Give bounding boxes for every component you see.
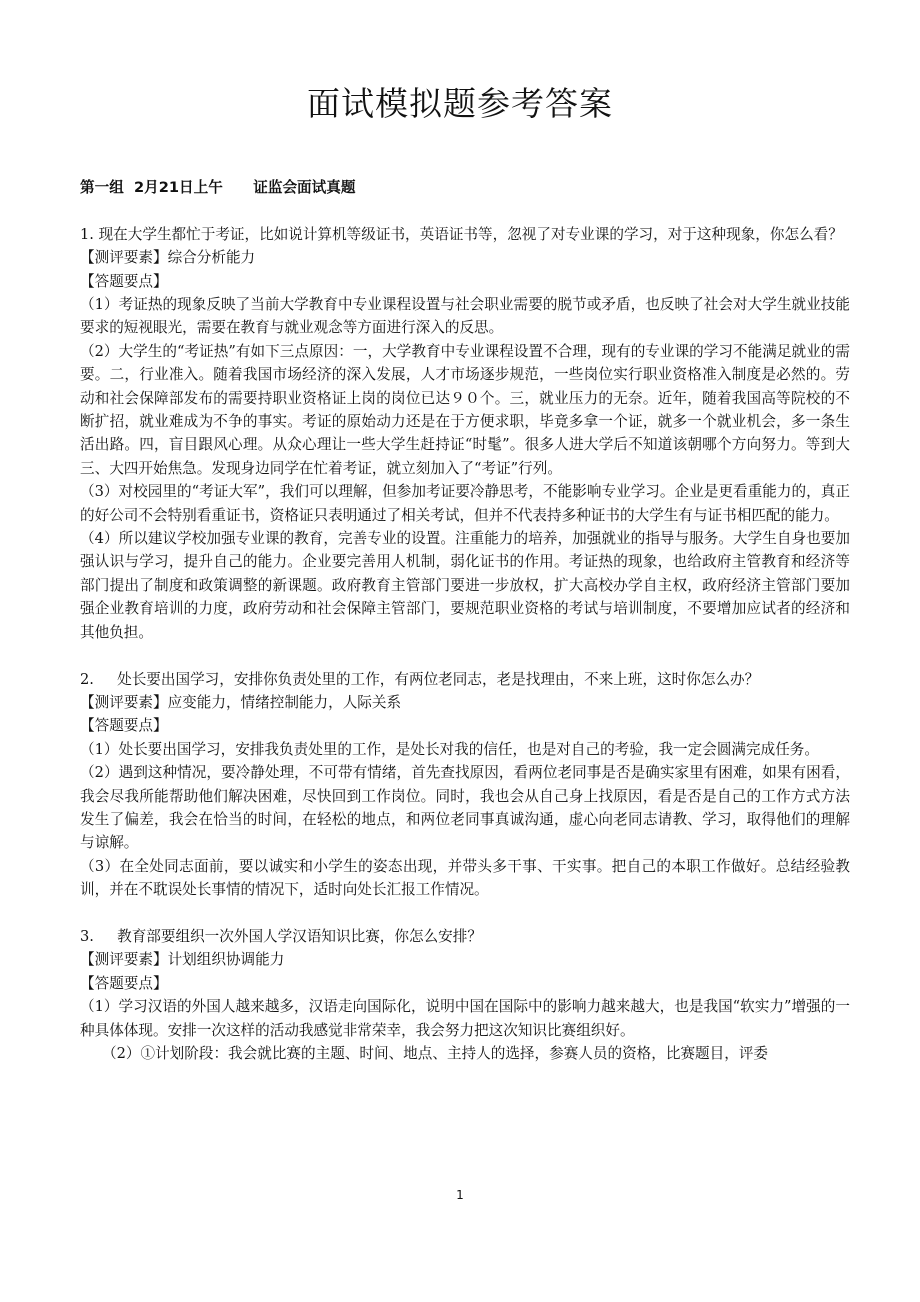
answer-point: （1）学习汉语的外国人越来越多，汉语走向国际化，说明中国在国际中的影响力越来越大，也是我国“软实力”增强的一种具体体现。安排一次这样的活动我感觉非常荣幸，我会努力把这次知识比赛组织好。 [80,998,850,1039]
paragraph-spacer [80,644,850,667]
answer-point: （3）在全处同志面前，要以诚实和小学生的姿态出现，并带头多干事、干实事。把自己的本职工作做好。总结经验教训，并在不耽误处长事情的情况下，适时向处长汇报工作情况。 [80,857,850,899]
answer-points-label: 【答题要点】 [80,974,168,992]
group-heading: 第一组 2月21日上午 证监会面试真题 [80,179,356,196]
answer-point: （2）①计划阶段：我会就比赛的主题、时间、地点、主持人的选择，参赛人员的资格，比赛题目，评委 [102,1044,769,1062]
question-block [80,925,850,1065]
document-body [80,176,850,1065]
page-number: 1 [456,1188,464,1202]
question-block [80,223,850,644]
answer-point: （1）处长要出国学习，安排我负责处里的工作，是处长对我的信任，也是对自己的考验，我一定会圆满完成任务。 [80,740,819,758]
question-text: 3. 教育部要组织一次外国人学汉语知识比赛，你怎么安排？ [80,927,482,945]
answer-points-label: 【答题要点】 [80,272,168,290]
question-text: 1. 现在大学生都忙于考证，比如说计算机等级证书，英语证书等，忽视了对专业课的学习，对于这种现象，你怎么看？ [80,225,843,243]
question-block [80,668,850,902]
question-text: 2. 处长要出国学习，安排你负责处里的工作，有两位老同志，老是找理由，不来上班，这时你怎么办？ [80,670,760,688]
paragraph-spacer [80,902,850,925]
evaluation-factor: 【测评要素】应变能力，情绪控制能力，人际关系 [80,693,402,711]
evaluation-factor: 【测评要素】综合分析能力 [80,249,256,267]
answer-point: （1）考证热的现象反映了当前大学教育中专业课程设置与社会职业需要的脱节或矛盾，也反映了社会对大学生就业技能要求的短视眼光，需要在教育与就业观念等方面进行深入的反思。 [80,296,850,337]
evaluation-factor: 【测评要素】计划组织协调能力 [80,951,285,969]
page-title: 面试模拟题参考答案 [307,84,613,123]
answer-point: （4）所以建议学校加强专业课的教育，完善专业的设置。注重能力的培养，加强就业的指导与服务。大学生自身也要加强认识与学习，提升自己的能力。企业要完善用人机制，弱化证书的作用。考证热的现象，也给政府主管教育和经济等部门提出了制度和政策调整的新课题。政府教育主管部门要进一步放权，扩大高校办学自主权，政府经济主管部门要加强企业教育培训的力度，政府劳动和社会保障主管部门，要规范职业资格的考试与培训制度，不要增加应试者的经济和其他负担。 [80,530,850,641]
answer-point: （3）对校园里的“考证大军”，我们可以理解，但参加考证要冷静思考，不能影响专业学习。企业是更看重能力的，真正的好公司不会特别看重证书，资格证只表明通过了相关考试，但并不代表持多种证书的大学生有与证书相匹配的能力。 [80,483,850,524]
answer-point: （2）大学生的“考证热”有如下三点原因：一，大学教育中专业课程设置不合理，现有的专业课的学习不能满足就业的需要。二，行业准入。随着我国市场经济的深入发展，人才市场逐步规范，一些岗位实行职业资格准入制度是必然的。劳动和社会保障部发布的需要持职业资格证上岗的岗位已达９０个。三，就业压力的无奈。近年，随着我国高等院校的不断扩招，就业难成为不争的事实。考证的原始动力还是在于方便求职，毕竟多拿一个证，就多一个就业机会，多一条生活出路。四，盲目跟风心理。从众心理让一些大学生赶持证“时髦”。很多人进大学后不知道该朝哪个方向努力。等到大三、大四开始焦急。发现身边同学在忙着考证，就立刻加入了“考证”行列。 [80,342,850,477]
answer-point: （2）遇到这种情况，要冷静处理，不可带有情绪，首先查找原因，看两位老同事是否是确实家里有困难，如果有困看，我会尽我所能帮助他们解决困难，尽快回到工作岗位。同时，我也会从自己身上找原因，看是否是自己的工作方式方法发生了偏差，我会在恰当的时间，在轻松的地点，和两位老同事真诚沟通，虚心向老同志请教、学习，取得他们的理解与谅解。 [80,764,850,852]
answer-points-label: 【答题要点】 [80,717,168,735]
